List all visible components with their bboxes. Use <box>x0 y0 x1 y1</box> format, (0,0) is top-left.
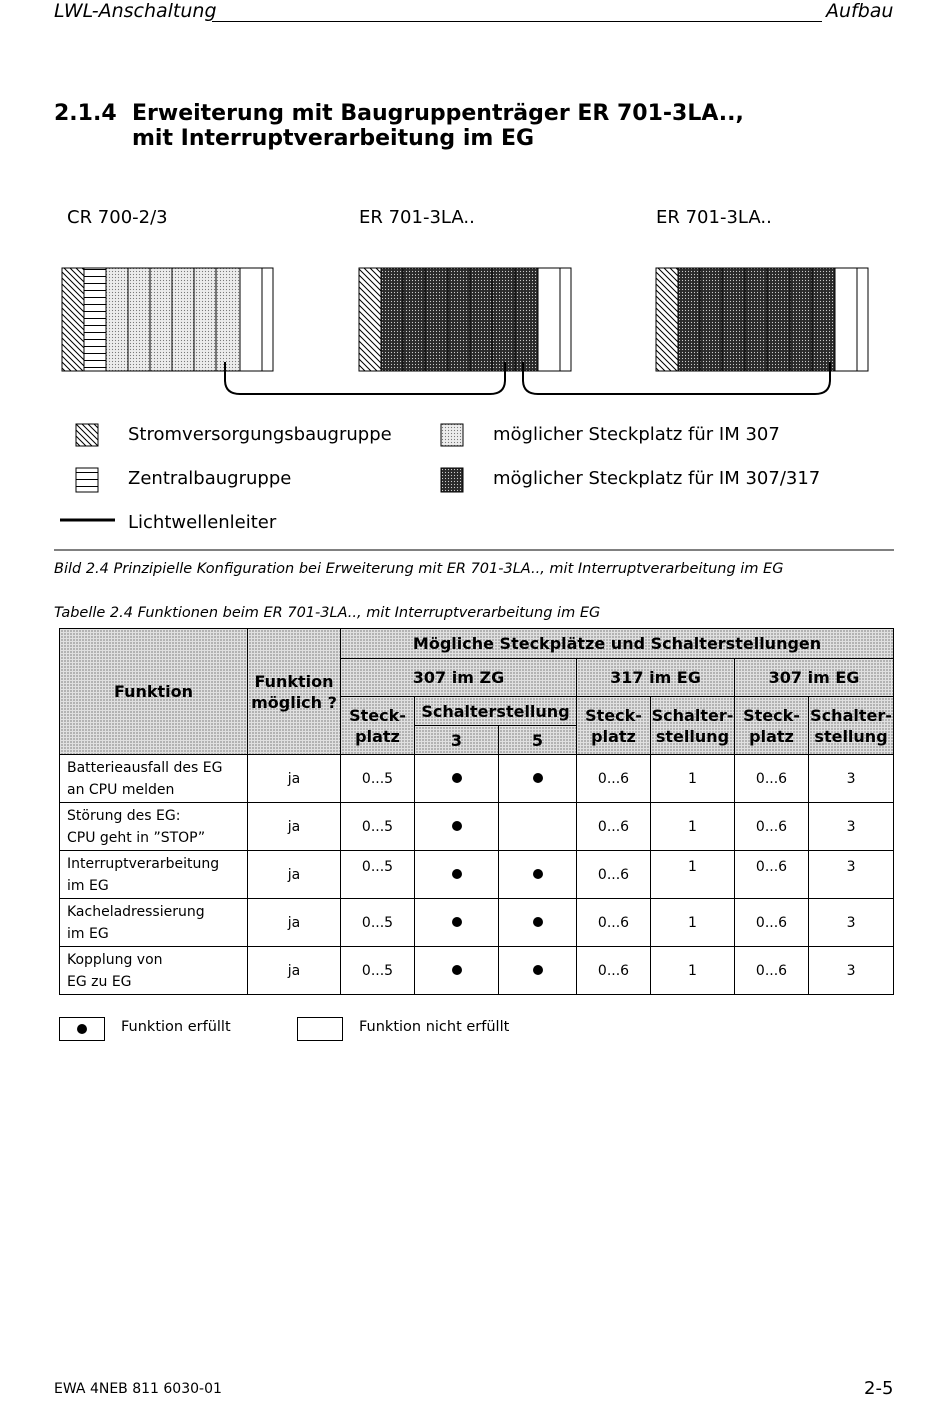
cell-eg307-switch: 3 <box>809 851 894 899</box>
legend-fiber-label: Lichtwellenleiter <box>128 512 277 533</box>
power-supply-slot <box>359 268 381 371</box>
header-307-eg: 307 im EG <box>735 659 894 697</box>
empty-slot <box>262 268 273 371</box>
cell-eg317-switch: 1 <box>651 803 735 851</box>
fulfilled-dot-icon <box>533 869 543 879</box>
cell-eg317-slot: 0...6 <box>577 803 651 851</box>
running-header-left: LWL-Anschaltung <box>54 0 217 22</box>
im307-slot <box>106 268 128 371</box>
row-label: Batterieausfall des EG <box>67 759 223 776</box>
table-caption: Tabelle 2.4 Funktionen beim ER 701-3LA.., mit Interruptverarbeitung im EG <box>54 605 601 621</box>
header-317-eg: 317 im EG <box>577 659 735 697</box>
legend-not-fulfilled-label: Funktion nicht erfüllt <box>359 1019 510 1035</box>
cell-zg-slot: 0...5 <box>341 947 415 995</box>
fulfilled-dot-icon <box>533 965 543 975</box>
row-label: Interruptverarbeitung <box>67 855 220 872</box>
row-label: im EG <box>67 877 109 894</box>
im307-317-slots <box>678 268 835 371</box>
cell-switch-3 <box>415 851 499 899</box>
row-label: CPU geht in ”STOP” <box>67 829 206 846</box>
cell-eg317-slot: 0...6 <box>577 851 651 899</box>
header-pos3: 3 <box>415 726 499 755</box>
figure-caption: Bild 2.4 Prinzipielle Konfiguration bei Erweiterung mit ER 701-3LA.., mit Interruptverarbeitung im EG <box>54 561 784 577</box>
row-label: an CPU melden <box>67 781 175 798</box>
cell-eg307-switch: 3 <box>809 803 894 851</box>
legend-box-fulfilled <box>59 1017 105 1041</box>
section-title-line2: mit Interruptverarbeitung im EG <box>132 126 535 151</box>
empty-slot <box>857 268 868 371</box>
rack-cr700 <box>62 268 273 371</box>
table-row <box>60 803 894 851</box>
cell-eg317-slot: 0...6 <box>577 947 651 995</box>
table-row <box>60 755 894 803</box>
header-schalterstellung: Schalterstellung <box>415 697 577 726</box>
cell-eg317-slot: 0...6 <box>577 899 651 947</box>
empty-slot <box>560 268 571 371</box>
header-schalterstellung: Schalter- stellung <box>809 697 894 755</box>
header-307-zg: 307 im ZG <box>341 659 577 697</box>
cell-eg307-switch: 3 <box>809 947 894 995</box>
legend-box-not-fulfilled <box>297 1017 343 1041</box>
table-row <box>60 899 894 947</box>
section-number: 2.1.4 <box>54 101 117 126</box>
im307-slot <box>128 268 150 371</box>
rack-label-cr700: CR 700-2/3 <box>67 207 168 228</box>
im307-slot <box>150 268 172 371</box>
section-title-line1: Erweiterung mit Baugruppenträger ER 701-3LA.., <box>132 101 744 126</box>
im307-slot <box>194 268 216 371</box>
cell-switch-3 <box>415 803 499 851</box>
table-row <box>60 947 894 995</box>
im307-slot <box>172 268 194 371</box>
legend-swatch-power <box>76 424 98 446</box>
row-label: Störung des EG: <box>67 807 181 824</box>
header-funktion: Funktion <box>60 629 248 755</box>
cell-switch-3 <box>415 947 499 995</box>
cell-switch-5 <box>499 899 577 947</box>
fulfilled-dot-icon <box>533 773 543 783</box>
footer-doc-id: EWA 4NEB 811 6030-01 <box>54 1381 222 1397</box>
rack-label-er701-a: ER 701-3LA.. <box>359 207 475 228</box>
row-label: im EG <box>67 925 109 942</box>
empty-slot <box>240 268 262 371</box>
fulfilled-dot-icon <box>452 773 462 783</box>
rack-er701-b <box>656 268 868 371</box>
legend-im307-317-label: möglicher Steckplatz für IM 307/317 <box>493 468 821 489</box>
power-supply-slot <box>62 268 84 371</box>
cpu-slot <box>84 268 106 371</box>
running-header-right: Aufbau <box>826 0 894 22</box>
cell-eg317-switch: 1 <box>651 899 735 947</box>
empty-slot <box>835 268 857 371</box>
cell-eg317-switch: 1 <box>651 755 735 803</box>
cell-eg317-switch: 1 <box>651 947 735 995</box>
rack-label-er701-b: ER 701-3LA.. <box>656 207 772 228</box>
cell-eg307-switch: 3 <box>809 899 894 947</box>
fulfilled-dot-icon <box>77 1024 87 1034</box>
cell-eg307-slot: 0...6 <box>735 755 809 803</box>
power-supply-slot <box>656 268 678 371</box>
header-schalterstellung: Schalter- stellung <box>651 697 735 755</box>
legend-im307-label: möglicher Steckplatz für IM 307 <box>493 424 780 445</box>
legend-swatch-cpu <box>76 468 98 492</box>
cell-switch-5 <box>499 947 577 995</box>
header-group: Mögliche Steckplätze und Schalterstellungen <box>341 629 894 659</box>
header-steckplatz: Steck- platz <box>735 697 809 755</box>
row-label: Kopplung von <box>67 951 163 968</box>
row-label: Kacheladressierung <box>67 903 205 920</box>
cell-switch-5 <box>499 755 577 803</box>
legend-cpu-label: Zentralbaugruppe <box>128 468 292 489</box>
cell-switch-5 <box>499 803 577 851</box>
im307-slot <box>216 268 240 371</box>
page-number: 2-5 <box>864 1378 894 1399</box>
cell-eg307-switch: 3 <box>809 755 894 803</box>
cell-moeglich: ja <box>248 851 341 899</box>
cell-moeglich: ja <box>248 899 341 947</box>
cell-eg307-slot: 0...6 <box>735 899 809 947</box>
cell-eg307-slot: 0...6 <box>735 851 809 899</box>
header-pos5: 5 <box>499 726 577 755</box>
cell-zg-slot: 0...5 <box>341 851 415 899</box>
table-row <box>60 851 894 899</box>
empty-slot <box>538 268 560 371</box>
fulfilled-dot-icon <box>452 917 462 927</box>
cell-moeglich: ja <box>248 803 341 851</box>
header-steckplatz: Steck- platz <box>577 697 651 755</box>
fulfilled-dot-icon <box>452 821 462 831</box>
header-steckplatz: Steck- platz <box>341 697 415 755</box>
cell-switch-3 <box>415 755 499 803</box>
cell-moeglich: ja <box>248 755 341 803</box>
im307-317-slots <box>381 268 538 371</box>
cell-moeglich: ja <box>248 947 341 995</box>
header-moeglich: Funktion möglich ? <box>248 629 341 755</box>
cell-eg317-slot: 0...6 <box>577 755 651 803</box>
cell-eg307-slot: 0...6 <box>735 803 809 851</box>
row-label: EG zu EG <box>67 973 132 990</box>
function-table <box>59 628 894 995</box>
legend-swatch-im307 <box>441 424 463 446</box>
cell-switch-3 <box>415 899 499 947</box>
legend-fulfilled-label: Funktion erfüllt <box>121 1019 231 1035</box>
legend-swatch-im307-317 <box>441 468 463 492</box>
fulfilled-dot-icon <box>452 965 462 975</box>
cell-switch-5 <box>499 851 577 899</box>
legend-power-label: Stromversorgungsbaugruppe <box>128 424 392 445</box>
cell-eg317-switch: 1 <box>651 851 735 899</box>
cell-zg-slot: 0...5 <box>341 899 415 947</box>
cell-zg-slot: 0...5 <box>341 803 415 851</box>
rack-er701-a <box>359 268 571 371</box>
fulfilled-dot-icon <box>533 917 543 927</box>
cell-zg-slot: 0...5 <box>341 755 415 803</box>
fulfilled-dot-icon <box>452 869 462 879</box>
cell-eg307-slot: 0...6 <box>735 947 809 995</box>
